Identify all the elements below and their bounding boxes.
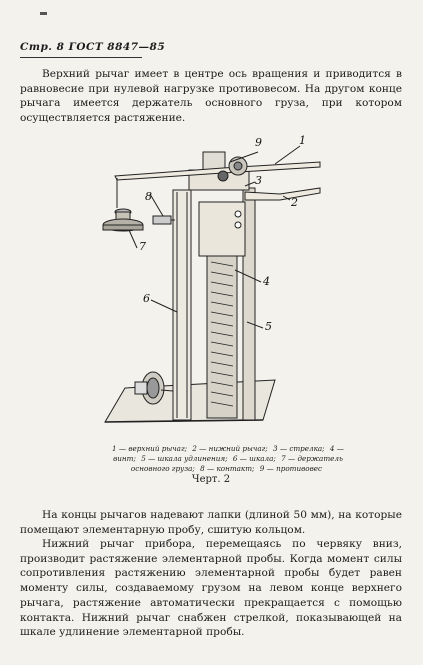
paragraph-3-text: Нижний рычаг прибора, перемещаясь по червяку вниз, производит растяжение элементарной пробы. Когда момент силы сопротивления растяжению элементарной пробы будет равен моменту силы, создаваемому грузом на левом конце верхнего рычага, растяжение автоматически прекращается с помощью контакта. Нижний рычаг снабжен стрелкой, показывающей на шкале удлинение элементарной пробы. xyxy=(20,538,402,639)
page-header: Стр. 8 ГОСТ 8847—85 xyxy=(20,41,166,53)
legend-item: 6 — шкала; xyxy=(232,454,276,463)
legend-item: 3 — стрелка; xyxy=(273,444,325,453)
paragraph-1-text: Верхний рычаг имеет в центре ось вращения и приводится в равновесие при нулевой нагрузке противовесом. На другом конце рычага имеется держатель основного груза, при котором осуществляется растяжение. xyxy=(20,68,402,125)
paragraph-tabs xyxy=(20,508,402,537)
paragraph-lower-lever xyxy=(20,537,402,640)
fig-label-3: 3 xyxy=(255,174,262,187)
legend-item: 9 — противовес xyxy=(259,464,323,473)
fig-label-8: 8 xyxy=(145,190,152,203)
fig-label-6: 6 xyxy=(143,292,150,305)
paragraph-intro xyxy=(20,67,402,126)
apparatus-figure xyxy=(95,130,345,430)
fig-label-9: 9 xyxy=(255,136,262,149)
fig-label-1: 1 xyxy=(299,134,306,147)
paragraph-2-text: На концы рычагов надевают лапки (длиной 50 мм), на которые помещают элементарную пробу, сшитую кольцом. xyxy=(20,509,402,536)
figure-caption: Черт. 2 xyxy=(191,474,231,485)
legend-item: 5 — шкала удлинения; xyxy=(141,454,228,463)
legend-item: 7 — держатель основного груза; xyxy=(130,454,343,473)
header-rule xyxy=(20,57,142,58)
figure-legend xyxy=(110,444,346,474)
fig-label-5: 5 xyxy=(265,320,272,333)
fig-label-4: 4 xyxy=(263,275,270,288)
legend-item: 2 — нижний рычаг; xyxy=(192,444,268,453)
legend-item: 1 — верхний рычаг; xyxy=(112,444,187,453)
legend-item: 4 — винт; xyxy=(113,444,344,463)
scan-mark xyxy=(40,12,47,15)
fig-label-2: 2 xyxy=(291,196,298,209)
fig-label-7: 7 xyxy=(139,240,146,253)
legend-item: 8 — контакт; xyxy=(200,464,255,473)
